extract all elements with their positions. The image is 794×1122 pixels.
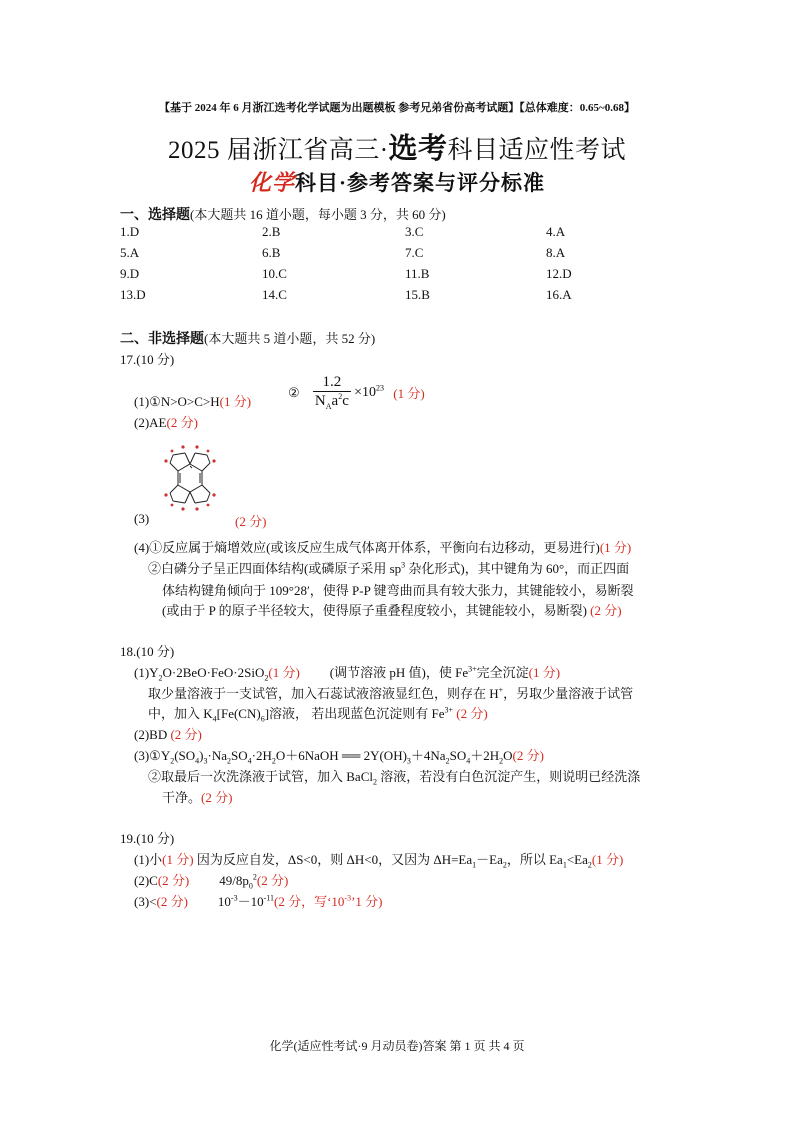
q18-label: 18.(10 分) xyxy=(120,644,175,659)
header-note: 【基于 2024 年 6 月浙江选考化学试题为出题模板 参考兄弟省份高考试题】【总体难度：0.65~0.68】 xyxy=(159,102,635,114)
q17-part4b-line1: ②白磷分子呈正四面体结构(或磷原子采用 $sp^3$ 杂化形式)，其中键角为 60°，而正四面 xyxy=(148,560,630,576)
q17-part4a: (4)①反应属于熵增效应(或该反应生成气体离开体系，平衡向右边移动，更易进行)(1 分) xyxy=(134,540,632,555)
q17-part1b: ② $\frac{1.2}{N_Aa^2c}$ $\times 10^{23}$ (1 分) xyxy=(288,374,425,411)
q19-part2: (2)C(2 分) $49/8p_0^2(2$ 分) xyxy=(134,872,289,891)
section2-desc: (本大题共 5 道小题，共 52 分) xyxy=(204,331,376,346)
section1-desc: (本大题共 16 道小题，每小题 3 分，共 60 分) xyxy=(190,207,446,222)
title-emph: 选考 xyxy=(388,133,448,165)
q17-label: 17.(10 分) xyxy=(120,352,175,367)
q18-part1-line3: 中，加入 $K_4[Fe(CN)_6]$溶液， 若出现蓝色沉淀则有 $Fe^{3+}$ (2 分) xyxy=(148,705,488,724)
q17-part1a: (1)①N>O>C>H(1 分) xyxy=(134,394,252,409)
density-fraction: $\frac{1.2}{N_Aa^2c}$ xyxy=(314,374,349,411)
choice-answer: 6.B xyxy=(262,245,281,260)
section1-title: 一、选择题 xyxy=(120,208,190,223)
q19-label: 19.(10 分) xyxy=(120,831,175,846)
title-suffix: 科目适应性考试 xyxy=(447,137,627,164)
choice-answer: 13.D xyxy=(120,287,146,302)
choice-answer: 10.C xyxy=(262,266,287,281)
title-prefix: 2025 届浙江省高三· xyxy=(167,137,389,164)
subject-name: 化学 xyxy=(248,170,295,195)
q17-part3: (3) xyxy=(134,511,150,526)
q17-part4b-line2: 体结构键角倾向于 109°28′，使得 P-P 键弯曲而具有较大张力，其键能较小，易断裂 xyxy=(162,583,634,598)
choice-answer: 9.D xyxy=(120,266,140,281)
choice-answer: 7.C xyxy=(405,245,424,260)
q18-part1-line2: 取少量溶液于一支试管，加入石蕊试液溶液显红色，则存在 H+，另取少量溶液于试管 xyxy=(148,685,634,701)
q19-part1: (1)小(1 分) 因为反应自发，ΔS<0，则 ΔH<0，又因为 $\Delta H=Ea_1-Ea_2$，所以 $Ea_1<Ea_2(1$ 分) xyxy=(134,852,624,870)
page-subtitle xyxy=(0,166,794,197)
choice-answer: 8.A xyxy=(546,245,566,260)
choice-answer: 12.D xyxy=(546,266,572,281)
section1-heading xyxy=(120,204,446,224)
choice-answer: 14.C xyxy=(262,287,287,302)
section2-heading xyxy=(120,328,375,348)
q17-part4b-line3: (或由于 P 的原子半径较大，使得原子重叠程度较小，其键能较小，易断裂) (2 分) xyxy=(162,603,622,618)
choice-answer: 5.A xyxy=(120,245,140,260)
q18-part2: (2)BD (2 分) xyxy=(134,727,202,742)
choice-answer: 4.A xyxy=(546,224,566,239)
q18-part3-line3: 干净。(2 分) xyxy=(162,790,233,805)
choice-answer: 15.B xyxy=(405,287,430,302)
molecule-structure-image xyxy=(150,438,230,518)
q17-part3-score: (2 分) xyxy=(235,514,267,529)
q18-part1: $(1)Y_2O\cdot 2BeO\cdot FeO\cdot 2SiO_2(1$ 分) (调节溶液 pH 值)，使 $Fe^{3+}$完全沉淀(1 分) xyxy=(134,664,561,683)
q18-part3-line2: ②取最后一次洗涤液于试管，加入 BaCl$_2$ 溶液，若没有白色沉淀产生，则说明已经洗涤 xyxy=(148,769,641,787)
subtitle-rest: 科目·参考答案与评分标准 xyxy=(295,171,546,195)
choice-answer: 1.D xyxy=(120,224,140,239)
choice-answer: 11.B xyxy=(405,266,430,281)
page-footer: 化学(适应性考试·9 月动员卷)答案 第 1 页 共 4 页 xyxy=(269,1039,525,1053)
q19-part3: (3)<(2 分) $10^{-3}-10^{-11}(2$ 分，写‘$10^{-3}’1$ 分) xyxy=(134,893,383,909)
q18-part3-equation: $(3)①Y_2(SO_4)_3\cdot Na_2SO_4\cdot 2H_2O+6NaOH$ ══ $2Y(OH)_3+4Na_2SO_4+2H_2O(2$ 分) xyxy=(134,748,544,766)
page-title xyxy=(0,126,794,167)
choice-answer: 16.A xyxy=(546,287,572,302)
choice-answer: 2.B xyxy=(262,224,281,239)
q17-part2: (2)AE(2 分) xyxy=(134,415,198,430)
section2-title: 二、非选择题 xyxy=(120,332,204,347)
choice-answer: 3.C xyxy=(405,224,424,239)
